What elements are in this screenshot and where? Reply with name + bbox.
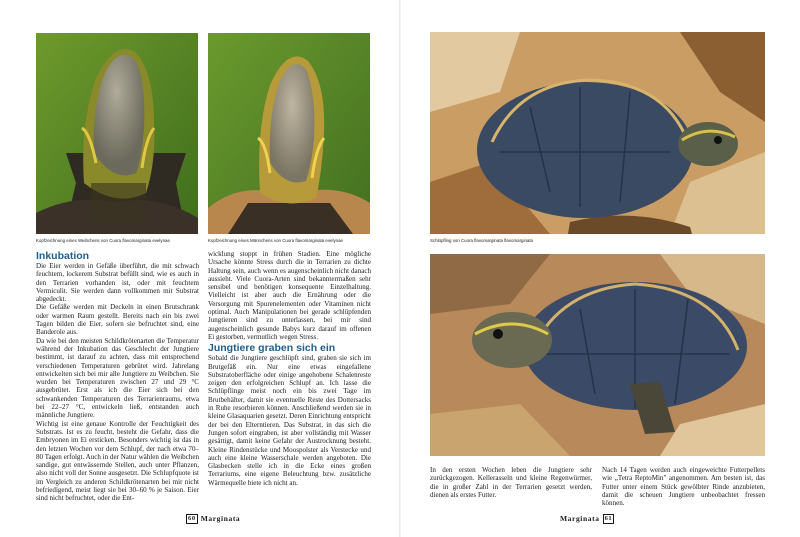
photo-caption-3: Schlüpfling von Cuora flavomarginata flavomarginata [430, 238, 533, 243]
heading-inkubation: Inkubation [36, 250, 90, 262]
right-text-column-1 [430, 466, 592, 499]
paragraph: Sobald die Jungtiere geschlüpft sind, graben sie sich im Brutgefäß ein. Nur eine etwas eingefallene Substratoberfläche oder einige angehobene Schalenreste zeigen den erfolgreichen Schlupf an. Ich lasse die Schlüpflinge meist noch ein bis zwei Tage im Brutbehälter, damit sie eventuelle Reste des Dottersacks in Ruhe resorbieren können. Anschließend werden sie in kleine Glasaquarien gesetzt. Deren Einrichtung entspricht der bei den Elterntieren. Das Substrat, in das sich die Jungen sofort eingraben, ist aber vollständig mit Wasser gesättigt, damit keine Gefahr der Austrocknung besteht. Kleine Rindenstücke und Moospolster als Verstecke und auch eine kleine Wasserschale werden angeboten. Die Glasbecken stelle ich in die Ecke eines großen Terrariums, eine eigene Beleuchtung bzw. zusätzliche Wärmequelle biete ich nicht an. [208, 354, 371, 487]
photo-female-head [36, 33, 198, 234]
paragraph: Da wie bei den meisten Schildkrötenarten die Temperatur während der Inkubation das Geschlecht der Jungtiere bestimmt, ist darauf zu achten, dass mit entsprechend verschiedenen Temperaturen gebrütet wird. Jahrelang entwickelten sich bei mir alle Jungtiere zu Weibchen. Sie wurden bei Temperaturen zwischen 27 und 29 °C ausgebrütet. Erst als ich die Eier sich bei den schwankenden Temperaturen des Terrarienraums, etwa bei 22–27 °C, entwickeln ließ, entstanden auch männliche Jungtiere. [36, 336, 199, 420]
photo-hatchling-evelynae [430, 254, 765, 456]
magazine-name: Marginata [200, 514, 241, 523]
paragraph: Die Eier werden in Gefäße überführt, die mit schwach feuchtem, lockerem Substrat befüllt sind, wie es auch in den Terrarien vorhanden ist, oder mit feuchtem Vermiculit. Sie werden dann vollkommen mit Substrat abgedeckt. [36, 262, 199, 304]
photo-caption-1: Kopfzeichnung eines Weibchens von Cuora flavomarginata evelynae [36, 238, 170, 243]
paragraph: Nach 14 Tagen werden auch eingeweichte Futterpellets wie „Tetra ReptoMin" angenommen. Am besten ist, das Futter unter einem Stück gewölbter Rinde anzubieten, damit die scheuen Jungtiere unbeobachtet fressen können. [602, 466, 765, 508]
right-text-column-2 [602, 466, 765, 507]
paragraph: wicklung stoppt in frühen Stadien. Eine mögliche Ursache könnte Stress durch die in Terrarien zu dichte Haltung sein, auch wenn es augenscheinlich nicht danach aussieht. Viele Cuora-Arten sind bekanntermaßen sehr sensibel und benötigen konsequente Einzelhaltung. Vielleicht ist aber auch die Ernährung oder die Versorgung mit Spurenelementen oder Vitaminen nicht optimal. Auch Manipulationen bei gerade schlüpfenden Jungtieren sind zu unterlassen, bei mir sind augenscheinlich gesunde Babys kurz darauf im offenen Ei gestorben, vermutlich wegen Stress. [208, 250, 371, 341]
folio-right [560, 514, 614, 523]
page-number: 60 [188, 514, 196, 522]
folio-left [186, 514, 240, 523]
paragraph: Wichtig ist eine genaue Kontrolle der Feuchtigkeit des Substrats. Ist es zu feucht, besteht die Gefahr, dass die Embryonen im Ei ersticken. Besonders wichtig ist das in den letzten Wochen vor dem Schlupf, der nach etwa 70–80 Tagen erfolgt. Auch in der Natur wählen die Weibchen sandige, gut entwässernde Stellen, auch unter Pflanzen, also nicht voll der Sonne ausgesetzt. Die Schlupfquote ist im Vergleich zu anderen Schildkrötenarten bei mir nicht befriedigend, meist liegt sie bei 30–60 % je Saison. Eier sind nicht befruchtet, oder die Ent- [36, 419, 199, 503]
photo-caption-2: Kopfzeichnung eines Männchens von Cuora flavomarginata evelynae [208, 238, 343, 243]
left-text-column-1 [36, 250, 199, 503]
photo-hatchling-flavomarginata [430, 32, 765, 234]
magazine-name: Marginata [560, 514, 600, 523]
photo-male-head [208, 33, 370, 234]
paragraph: Die Gefäße werden mit Deckeln in einen Brutschrank oder warmen Raum gestellt. Bereits nach ein bis zwei Tagen bilden die Eier, sofern sie befruchtet sind, eine Banderole aus. [36, 303, 199, 337]
paragraph: In den ersten Wochen leben die Jungtiere sehr zurückgezogen. Kellerasseln und kleine Regenwürmer, die in großer Zahl in der Terrarien gesetzt werden, dienen als erstes Futter. [430, 466, 592, 499]
page-gutter [399, 0, 401, 537]
heading-jungtiere: Jungtiere graben sich ein [208, 342, 336, 355]
page-number: 61 [604, 514, 613, 522]
left-text-column-2 [208, 250, 371, 487]
